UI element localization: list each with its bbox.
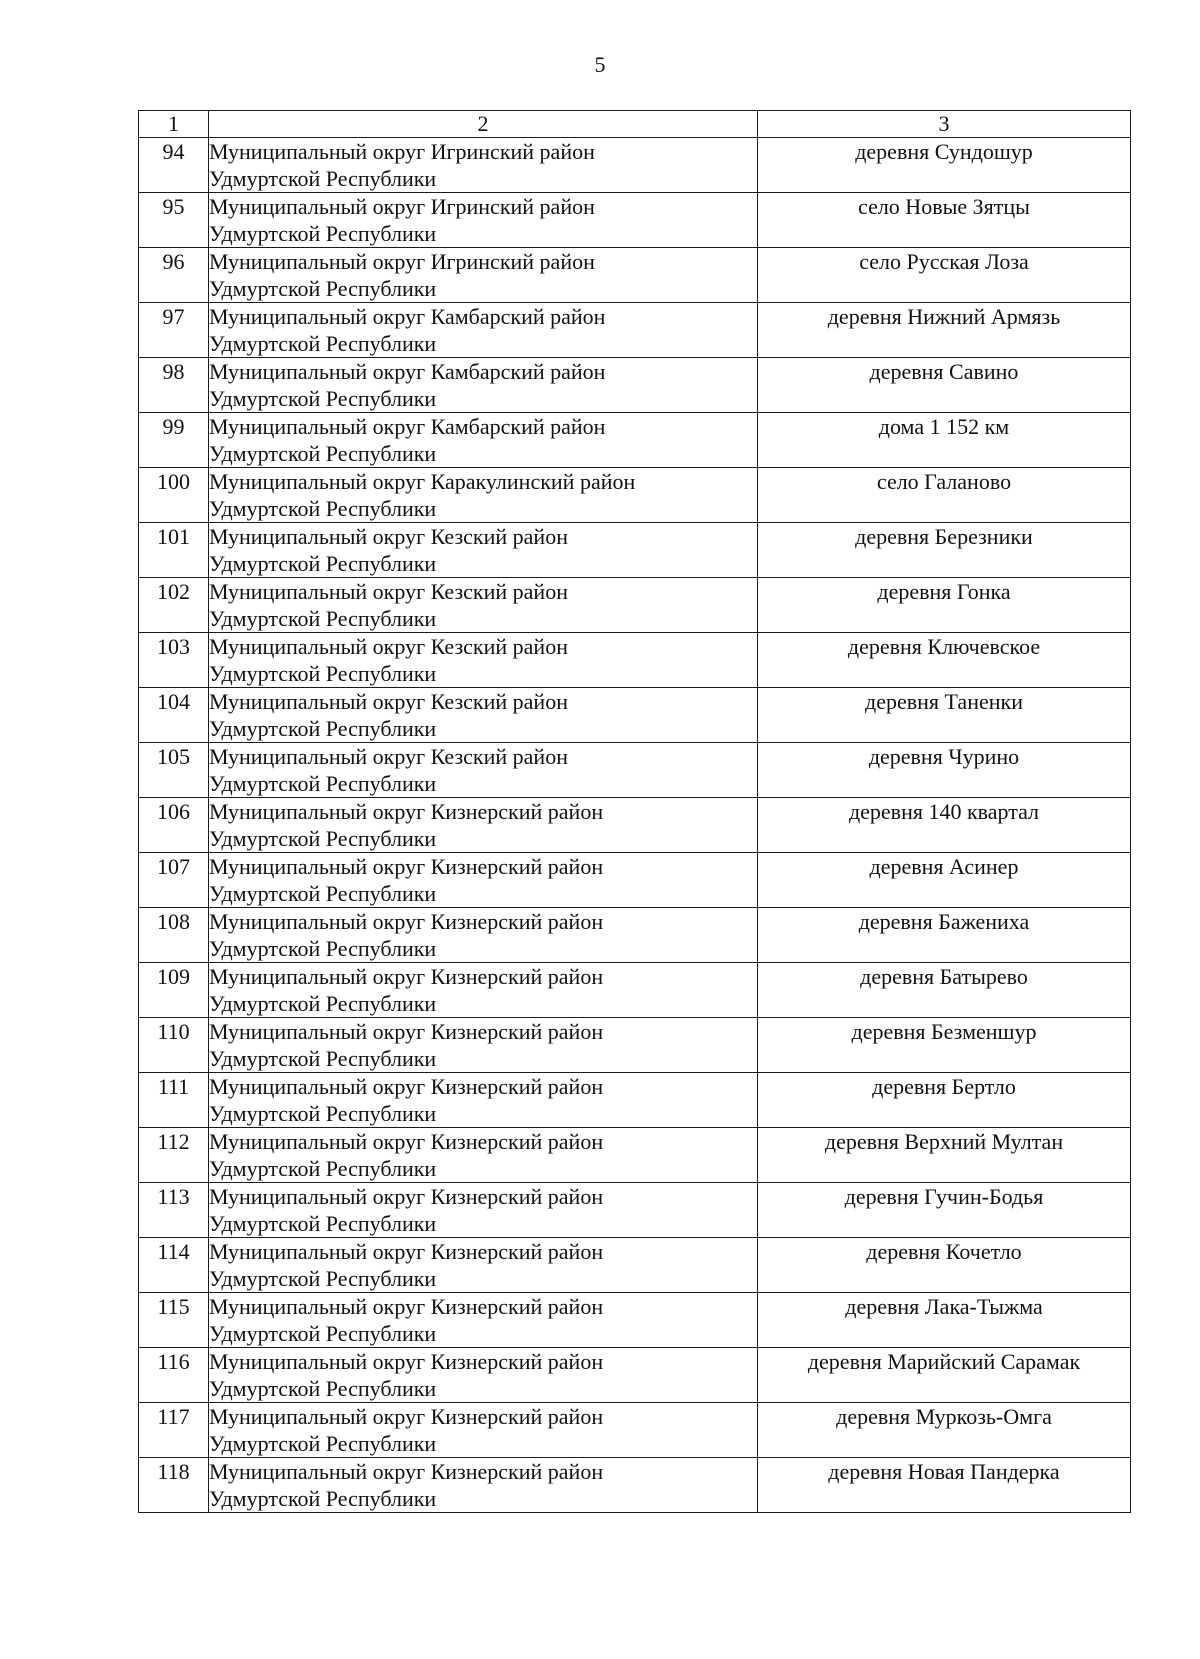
republic-name: Удмуртской Республики <box>209 441 437 466</box>
page-number: 5 <box>594 52 606 77</box>
row-number: 103 <box>139 633 209 688</box>
column-header-locality: 3 <box>758 111 1131 138</box>
row-number: 102 <box>139 578 209 633</box>
municipality-cell <box>209 1018 758 1073</box>
row-number: 104 <box>139 688 209 743</box>
municipality-cell <box>209 633 758 688</box>
table-row <box>139 523 1131 578</box>
table-row <box>139 193 1131 248</box>
row-number: 96 <box>139 248 209 303</box>
row-number: 117 <box>139 1403 209 1458</box>
republic-name: Удмуртской Республики <box>209 881 437 906</box>
table-row <box>139 468 1131 523</box>
row-number: 111 <box>139 1073 209 1128</box>
municipality-name: Муниципальный округ Кизнерский район <box>209 1184 604 1209</box>
column-header-number: 1 <box>139 111 209 138</box>
row-number: 114 <box>139 1238 209 1293</box>
locality-name: село Галаново <box>758 468 1131 523</box>
locality-name: деревня Марийский Сарамак <box>758 1348 1131 1403</box>
municipality-cell <box>209 193 758 248</box>
municipality-name: Муниципальный округ Камбарский район <box>209 414 606 439</box>
municipality-cell <box>209 963 758 1018</box>
locality-name: деревня Бажениха <box>758 908 1131 963</box>
municipality-name: Муниципальный округ Кезский район <box>209 689 568 714</box>
row-number: 116 <box>139 1348 209 1403</box>
republic-name: Удмуртской Республики <box>209 331 437 356</box>
row-number: 94 <box>139 138 209 193</box>
municipality-cell <box>209 1458 758 1513</box>
municipality-name: Муниципальный округ Кизнерский район <box>209 1349 604 1374</box>
locality-name: село Новые Зятцы <box>758 193 1131 248</box>
locality-name: деревня Сундошур <box>758 138 1131 193</box>
municipality-name: Муниципальный округ Кизнерский район <box>209 1459 604 1484</box>
locality-name: дома 1 152 км <box>758 413 1131 468</box>
table-body <box>139 138 1131 1513</box>
row-number: 106 <box>139 798 209 853</box>
municipality-name: Муниципальный округ Камбарский район <box>209 304 606 329</box>
locality-name: деревня Нижний Армязь <box>758 303 1131 358</box>
municipality-cell <box>209 303 758 358</box>
municipality-cell <box>209 578 758 633</box>
municipality-cell <box>209 358 758 413</box>
row-number: 112 <box>139 1128 209 1183</box>
municipality-cell <box>209 523 758 578</box>
municipality-name: Муниципальный округ Кезский район <box>209 579 568 604</box>
republic-name: Удмуртской Республики <box>209 1156 437 1181</box>
row-number: 118 <box>139 1458 209 1513</box>
municipality-name: Муниципальный округ Игринский район <box>209 249 595 274</box>
municipality-name: Муниципальный округ Кизнерский район <box>209 1019 604 1044</box>
locality-name: деревня Верхний Мултан <box>758 1128 1131 1183</box>
table-row <box>139 743 1131 798</box>
municipality-name: Муниципальный округ Кизнерский район <box>209 1074 604 1099</box>
table-row <box>139 358 1131 413</box>
municipality-cell <box>209 743 758 798</box>
row-number: 109 <box>139 963 209 1018</box>
table-row <box>139 578 1131 633</box>
row-number: 110 <box>139 1018 209 1073</box>
locality-name: деревня Таненки <box>758 688 1131 743</box>
locality-name: деревня Савино <box>758 358 1131 413</box>
locality-name: деревня Муркозь-Омга <box>758 1403 1131 1458</box>
locality-name: деревня Чурино <box>758 743 1131 798</box>
municipality-cell <box>209 468 758 523</box>
locality-name: деревня Асинер <box>758 853 1131 908</box>
locality-name: деревня Безменшур <box>758 1018 1131 1073</box>
table-row <box>139 633 1131 688</box>
republic-name: Удмуртской Республики <box>209 1101 437 1126</box>
settlements-table <box>138 110 1131 1513</box>
republic-name: Удмуртской Республики <box>209 936 437 961</box>
republic-name: Удмуртской Республики <box>209 551 437 576</box>
municipality-cell <box>209 248 758 303</box>
row-number: 98 <box>139 358 209 413</box>
republic-name: Удмуртской Республики <box>209 991 437 1016</box>
municipality-name: Муниципальный округ Игринский район <box>209 194 595 219</box>
republic-name: Удмуртской Республики <box>209 1431 437 1456</box>
municipality-cell <box>209 413 758 468</box>
row-number: 105 <box>139 743 209 798</box>
republic-name: Удмуртской Республики <box>209 276 437 301</box>
republic-name: Удмуртской Республики <box>209 716 437 741</box>
municipality-cell <box>209 1403 758 1458</box>
republic-name: Удмуртской Республики <box>209 1211 437 1236</box>
municipality-name: Муниципальный округ Кезский район <box>209 634 568 659</box>
municipality-name: Муниципальный округ Кизнерский район <box>209 1404 604 1429</box>
table-row <box>139 798 1131 853</box>
municipality-name: Муниципальный округ Кезский район <box>209 524 568 549</box>
row-number: 101 <box>139 523 209 578</box>
municipality-cell <box>209 1293 758 1348</box>
table-header-row <box>139 111 1131 138</box>
municipality-name: Муниципальный округ Кизнерский район <box>209 1129 604 1154</box>
municipality-cell <box>209 853 758 908</box>
locality-name: деревня 140 квартал <box>758 798 1131 853</box>
municipality-name: Муниципальный округ Кизнерский район <box>209 909 604 934</box>
table-row <box>139 1018 1131 1073</box>
municipality-cell <box>209 908 758 963</box>
row-number: 115 <box>139 1293 209 1348</box>
municipality-cell <box>209 798 758 853</box>
table-row <box>139 248 1131 303</box>
municipality-cell <box>209 1073 758 1128</box>
row-number: 113 <box>139 1183 209 1238</box>
municipality-name: Муниципальный округ Кизнерский район <box>209 854 604 879</box>
municipality-cell <box>209 1348 758 1403</box>
republic-name: Удмуртской Республики <box>209 1321 437 1346</box>
locality-name: деревня Березники <box>758 523 1131 578</box>
row-number: 100 <box>139 468 209 523</box>
republic-name: Удмуртской Республики <box>209 606 437 631</box>
municipality-cell <box>209 138 758 193</box>
republic-name: Удмуртской Республики <box>209 221 437 246</box>
row-number: 99 <box>139 413 209 468</box>
table-row <box>139 1073 1131 1128</box>
table-row <box>139 1348 1131 1403</box>
table-row <box>139 1183 1131 1238</box>
locality-name: деревня Батырево <box>758 963 1131 1018</box>
table-row <box>139 1458 1131 1513</box>
table-row <box>139 688 1131 743</box>
municipality-name: Муниципальный округ Кизнерский район <box>209 799 604 824</box>
row-number: 95 <box>139 193 209 248</box>
republic-name: Удмуртской Республики <box>209 1046 437 1071</box>
municipality-name: Муниципальный округ Каракулинский район <box>209 469 636 494</box>
locality-name: деревня Лака-Тыжма <box>758 1293 1131 1348</box>
municipality-name: Муниципальный округ Кизнерский район <box>209 1239 604 1264</box>
row-number: 97 <box>139 303 209 358</box>
republic-name: Удмуртской Республики <box>209 1486 437 1511</box>
locality-name: село Русская Лоза <box>758 248 1131 303</box>
locality-name: деревня Гучин-Бодья <box>758 1183 1131 1238</box>
table-row <box>139 413 1131 468</box>
table-row <box>139 908 1131 963</box>
municipality-name: Муниципальный округ Кезский район <box>209 744 568 769</box>
row-number: 108 <box>139 908 209 963</box>
table-row <box>139 1238 1131 1293</box>
republic-name: Удмуртской Республики <box>209 826 437 851</box>
row-number: 107 <box>139 853 209 908</box>
table-row <box>139 303 1131 358</box>
municipality-name: Муниципальный округ Кизнерский район <box>209 964 604 989</box>
municipality-name: Муниципальный округ Кизнерский район <box>209 1294 604 1319</box>
republic-name: Удмуртской Республики <box>209 661 437 686</box>
republic-name: Удмуртской Республики <box>209 386 437 411</box>
locality-name: деревня Бертло <box>758 1073 1131 1128</box>
republic-name: Удмуртской Республики <box>209 1376 437 1401</box>
municipality-cell <box>209 1128 758 1183</box>
municipality-cell <box>209 688 758 743</box>
republic-name: Удмуртской Республики <box>209 166 437 191</box>
table-row <box>139 1403 1131 1458</box>
table-row <box>139 1128 1131 1183</box>
republic-name: Удмуртской Республики <box>209 1266 437 1291</box>
table-row <box>139 1293 1131 1348</box>
municipality-cell <box>209 1238 758 1293</box>
locality-name: деревня Новая Пандерка <box>758 1458 1131 1513</box>
table-row <box>139 138 1131 193</box>
locality-name: деревня Ключевское <box>758 633 1131 688</box>
table-row <box>139 853 1131 908</box>
table-row <box>139 963 1131 1018</box>
locality-name: деревня Гонка <box>758 578 1131 633</box>
column-header-municipality: 2 <box>209 111 758 138</box>
republic-name: Удмуртской Республики <box>209 771 437 796</box>
locality-name: деревня Кочетло <box>758 1238 1131 1293</box>
municipality-name: Муниципальный округ Игринский район <box>209 139 595 164</box>
republic-name: Удмуртской Республики <box>209 496 437 521</box>
municipality-name: Муниципальный округ Камбарский район <box>209 359 606 384</box>
municipality-cell <box>209 1183 758 1238</box>
